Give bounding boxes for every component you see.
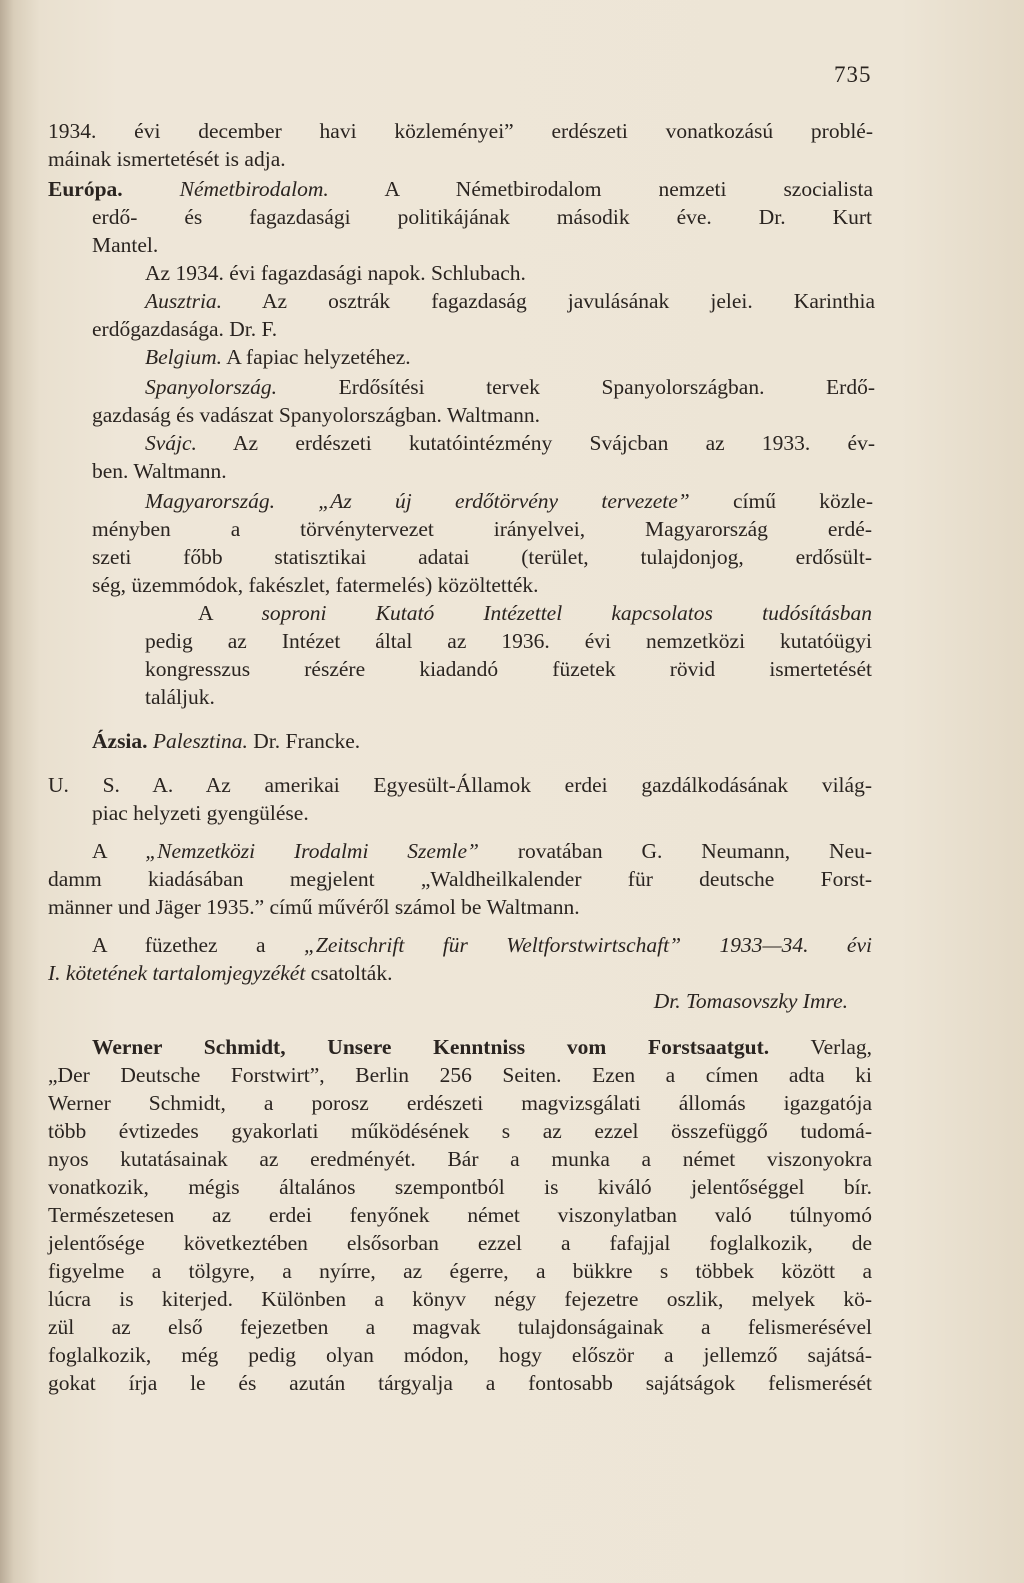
text-line: erdőgazdasága. Dr. F. (92, 317, 278, 341)
text-line: találjuk. (145, 685, 215, 709)
text-line: Werner Schmidt, a porosz erdészeti magvizsgálati állomás igazgatója (48, 1091, 872, 1115)
emphasis-text: I. kötetének tartalomjegyzékét (48, 961, 306, 985)
emphasis-text: Németbirodalom. (179, 177, 329, 201)
text-line (145, 488, 873, 514)
plain-text: rovatában G. Neumann, Neu- (478, 839, 873, 863)
emphasis-text: soproni Kutató Intézettel kapcsolatos tudósításban (261, 601, 872, 625)
plain-text: című közle- (689, 489, 873, 513)
text-line: damm kiadásában megjelent „Waldheilkalender für deutsche Forst- (48, 867, 872, 891)
text-line: pedig az Intézet által az 1936. évi nemzetközi kutatóügyi (145, 629, 872, 653)
emphasis-text: Ausztria. (145, 289, 223, 313)
text-line: ben. Waltmann. (92, 459, 227, 483)
text-line: nyos kutatásainak az eredményét. Bár a munka a német viszonyokra (48, 1147, 872, 1171)
emphasis-text: Dr. Tomasovszky Imre. (653, 989, 848, 1013)
emphasis-text: „Zeitschrift für Weltforstwirtschaft” 1933—34. évi (303, 933, 872, 957)
plain-text: Verlag, (769, 1035, 872, 1059)
text-line (145, 344, 411, 370)
plain-text: A (92, 839, 146, 863)
text-line (48, 176, 873, 202)
text-line: foglalkozik, még pedig olyan módon, hogy először a jellemző sajátsá- (48, 1343, 872, 1367)
text-line (92, 728, 360, 754)
text-line (92, 932, 872, 958)
text-line (145, 430, 875, 456)
text-line: piac helyzeti gyengülése. (92, 801, 309, 825)
emphasis-text: Belgium. (145, 345, 223, 369)
text-line: U. S. A. Az amerikai Egyesült-Államok erdei gazdálkodásának világ- (48, 773, 872, 797)
emphasis-text: Svájc. (145, 431, 197, 455)
text-line (48, 960, 392, 986)
text-line: figyelme a tölgyre, a nyírre, az égerre, a bükkre s többek között a (48, 1259, 872, 1283)
plain-text: A (198, 601, 262, 625)
plain-text: Európa. (48, 177, 180, 201)
text-line: 1934. évi december havi közleményei” erdészeti vonatkozású problé- (48, 119, 873, 143)
text-line: ményben a törvénytervezet irányelvei, Magyarország erdé- (92, 517, 872, 541)
plain-text: A Németbirodalom nemzeti szocialista (328, 177, 873, 201)
text-line (145, 374, 875, 400)
page-number: 735 (834, 62, 872, 87)
plain-text: A füzethez a (92, 933, 304, 957)
text-line: gokat írja le és azután tárgyalja a fontosabb sajátságok felismerését (48, 1371, 872, 1395)
text-line (0, 988, 848, 1014)
text-line (92, 1034, 872, 1060)
plain-text: A fapiac helyzetéhez. (222, 345, 411, 369)
plain-text: Dr. Francke. (247, 729, 361, 753)
text-line: „Der Deutsche Forstwirt”, Berlin 256 Seiten. Ezen a címen adta ki (48, 1063, 872, 1087)
text-line: Mantel. (92, 233, 159, 257)
plain-text: Erdősítési tervek Spanyolországban. Erdő- (277, 375, 875, 399)
plain-text: csatolták. (305, 961, 393, 985)
text-line: zül az első fejezetben a magvak tulajdonságainak a felismerésével (48, 1315, 872, 1339)
emphasis-text: Werner Schmidt, Unsere Kenntniss vom Forstsaatgut. (92, 1035, 770, 1059)
text-line (198, 600, 872, 626)
plain-text: Az osztrák fagazdaság javulásának jelei. Karinthia (222, 289, 875, 313)
text-line: több évtizedes gyakorlati működésének s az ezzel összefüggő tudomá- (48, 1119, 872, 1143)
text-line: erdő- és fagazdasági politikájának második éve. Dr. Kurt (92, 205, 872, 229)
plain-text: Az erdészeti kutatóintézmény Svájcban az 1933. év- (196, 431, 875, 455)
plain-text: Ázsia. (92, 729, 153, 753)
text-line: vonatkozik, mégis általános szempontból is kiváló jelentőséggel bír. (48, 1175, 872, 1199)
text-line: lúcra is kiterjed. Különben a könyv négy fejezetre oszlik, melyek kö- (48, 1287, 872, 1311)
emphasis-text: Palesztina. (152, 729, 248, 753)
text-line: Az 1934. évi fagazdasági napok. Schlubach. (145, 261, 526, 285)
text-line (92, 838, 872, 864)
text-line: Természetesen az erdei fenyőnek német viszonylatban való túlnyomó (48, 1203, 872, 1227)
text-line: jelentősége következtében elsősorban ezzel a fafajjal foglalkozik, de (48, 1231, 872, 1255)
emphasis-text: „Nemzetközi Irodalmi Szemle” (145, 839, 479, 863)
text-line: máinak ismertetését is adja. (48, 147, 286, 171)
emphasis-text: Spanyolország. (145, 375, 277, 399)
text-line: gazdaság és vadászat Spanyolországban. Waltmann. (92, 403, 541, 427)
text-line: szeti főbb statisztikai adatai (terület, tulajdonjog, erdősült- (92, 545, 872, 569)
text-line (145, 288, 875, 314)
text-line: ség, üzemmódok, fakészlet, fatermelés) közöltették. (92, 573, 539, 597)
emphasis-text: Magyarország. „Az új erdőtörvény tervezete” (145, 489, 690, 513)
text-line: männer und Jäger 1935.” című művéről számol be Waltmann. (48, 895, 580, 919)
text-line: kongresszus részére kiadandó füzetek rövid ismertetését (145, 657, 872, 681)
